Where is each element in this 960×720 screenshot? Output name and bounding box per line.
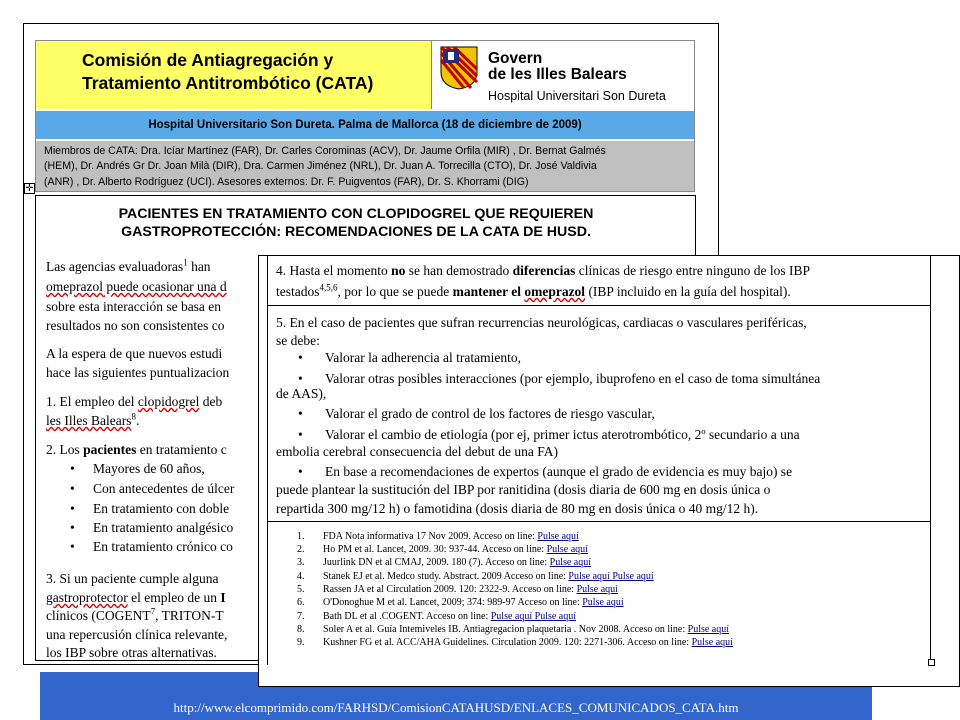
govern-logo-line2: de les Illes Balears [488,66,627,83]
hospital-name: Hospital Universitari Son Dureta [488,89,666,103]
item5-text: 5. En el caso de pacientes que sufran recurrencias neurológicas, cardiacas o vasculares periféricas, [276,315,807,330]
recommendation-bullet: de AAS), [276,386,327,401]
recommendations-title [36,205,676,241]
reference-item: Stanek EJ et al. Medco study. Abstract. 2009 Acceso on line: Pulse aquí Pulse aquí [323,571,654,582]
pulse-aqui-link[interactable]: Pulse aquí [490,611,535,622]
commission-title [36,41,432,109]
reference-item: Bath DL et al .COGENT. Acceso on line: Pulse aquí Pulse aquí [323,611,577,622]
paragraph-agencies: resultados no son consistentes co [46,318,225,333]
bullet-symbol: • [70,461,75,476]
pulse-aqui-link[interactable]: Pulse aquí [537,531,579,542]
overlay-row-divider [268,521,930,522]
recommendation-bullet: Valorar la adherencia al tratamiento, [325,350,522,365]
reference-item: Kushner FG et al. ACC/AHA Guidelines. Circulation 2009. 120: 2271-306. Acceso on line: Pulse aquí [323,637,733,648]
recommendation-bullet: embolia cerebral consecuencia del debut de una FA) [276,444,558,459]
reference-item: Soler A et al. Guía Intemiveles IB. Antiagregacion plaquetaria . Nov 2008. Acceso on line: Pulse aquí [323,624,730,635]
recommendation-bullet: repartida 300 mg/12 h) o famotidina (dosis diaria de 80 mg en dosis única o 40 mg/12 h). [276,501,759,516]
patient-criteria-item: En tratamiento crónico co [93,539,233,554]
reference-item: Rassen JA et al Circulation 2009. 120: 2322-9. Acceso on line: Pulse aquí [323,584,618,595]
pulse-aqui-link[interactable]: Pulse aquí [576,584,618,595]
bullet-symbol: • [70,539,75,554]
footer-url-link[interactable]: http://www.elcomprimido.com/FARHSD/ComisionCATAHUSD/ENLACES_COMUNICADOS_CATA.htm [173,700,739,715]
paragraph-gastroprotector: los IBP sobre otras alternativas. [46,645,217,660]
resize-handle-icon[interactable] [928,659,935,666]
reference-item: Ho PM et al. Lancet, 2009. 30: 937-44. Acceso on line: Pulse aquí [323,544,588,555]
item4-text: testados$^{4,5,6}$, por lo que se puede mantener el omeprazol (IBP incluido en la guía del hospital). [276,282,791,299]
pulse-aqui-link[interactable]: Pulse aquí [687,624,730,635]
pulse-aqui-link[interactable]: Pulse aquí [582,597,624,608]
recommendation-bullet: Valorar el cambio de etiología (por ej, primer ictus aterotrombótico, 2º secundario a una [325,427,800,442]
pulse-aqui-link[interactable]: Pulse aquí [546,544,588,555]
bullet-symbol: • [298,464,303,479]
balearic-shield-icon [440,46,478,90]
members-line: Miembros de CATA: Dra. Icíar Martínez (FAR), Dr. Carles Corominas (ACV), Dr. Jaume Orfila (MIR) , Dr. Bernat Galmés [44,145,606,157]
bullet-symbol: • [298,406,303,421]
paragraph-agencies: omeprazol puede ocasionar una d [46,279,227,294]
paragraph-clopidogrel: les Illes Balears$^8$. [46,411,140,428]
paragraph-awaiting: A la espera de que nuevos estudi [46,346,223,361]
recommendations-title-line1: PACIENTES EN TRATAMIENTO CON CLOPIDOGREL QUE REQUIEREN [118,206,594,222]
item5-text: se debe: [276,333,320,348]
bullet-symbol: • [298,350,303,365]
govern-logo-line1: Govern [488,50,543,67]
patient-criteria-item: Con antecedentes de úlcer [93,481,235,496]
reference-number: 6. [297,597,305,608]
members-line: (HEM), Dr. Andrés Gr Dr. Joan Milà (DIR), Dra. Carmen Jiménez (NRL), Dr. Juan A. Torrecilla (CTO), Dr. José Valdivia [44,160,597,173]
reference-number: 2. [297,544,305,555]
paragraph-agencies: sobre esta interacción se basa en [46,299,222,314]
patient-criteria-item: En tratamiento analgésico [93,520,234,535]
paragraph-gastroprotector: gastroprotector el empleo de un I [46,590,226,605]
recommendation-bullet: Valorar otras posibles interacciones (por ejemplo, ibuprofeno en el caso de toma simultánea [325,371,821,386]
paragraph-patients: 2. Los pacientes en tratamiento c [46,442,227,457]
overlay-row-divider [268,305,930,306]
patient-criteria-item: En tratamiento con doble [93,501,230,516]
members-line: (ANR) , Dr. Alberto Rodríguez (UCI). Asesores externos: Dr. F. Puigventos (FAR), Dr. S. Khorrami (DIG) [44,175,529,188]
pulse-aqui-link[interactable]: Pulse aquí [612,571,654,582]
reference-number: 7. [297,611,305,622]
item4-text: 4. Hasta el momento no se han demostrado diferencias clínicas de riesgo entre ninguno de los IBP [276,263,811,278]
pulse-aqui-link[interactable]: Pulse aquí [691,637,733,648]
bullet-symbol: • [70,501,75,516]
recommendation-bullet: Valorar el grado de control de los factores de riesgo vascular, [325,406,655,421]
commission-title-line1: Comisión de Antiagregación y [82,50,334,70]
reference-item: Juurlink DN et al CMAJ, 2009. 180 (7). Acceso on line: Pulse aquí [323,557,592,568]
paragraph-agencies: Las agencias evaluadoras$^1$ han [46,257,211,274]
reference-number: 3. [297,557,305,568]
bullet-symbol: • [298,371,303,386]
paragraph-clopidogrel: 1. El empleo del clopidogrel deb [46,394,223,409]
recommendation-bullet: En base a recomendaciones de expertos (aunque el grado de evidencia es muy bajo) se [325,464,793,479]
reference-number: 5. [297,584,305,595]
pulse-aqui-link[interactable]: Pulse aquí [549,557,592,568]
paragraph-awaiting: hace las siguientes puntualizacion [46,365,230,380]
reference-item: FDA Nota informativa 17 Nov 2009. Acceso on line: Pulse aquí [323,531,579,542]
bullet-symbol: • [70,520,75,535]
commission-title-line2: Tratamiento Antitrombótico (CATA) [82,73,374,93]
pulse-aqui-link[interactable]: Pulse aquí [534,611,577,622]
bullet-symbol: • [70,481,75,496]
reference-number: 8. [297,624,305,635]
table-move-handle-icon[interactable]: ✛ [25,183,34,194]
pulse-aqui-link[interactable]: Pulse aquí [568,571,613,582]
reference-number: 4. [297,571,305,582]
patient-criteria-item: Mayores de 60 años, [93,461,205,476]
paragraph-gastroprotector: clínicos (COGENT$^7$, TRITON-T [46,606,224,623]
reference-number: 9. [297,637,305,648]
paragraph-gastroprotector: 3. Si un paciente cumple alguna [46,571,219,586]
bullet-symbol: • [298,427,303,442]
paragraph-gastroprotector: una repercusión clínica relevante, [46,627,228,642]
recommendation-bullet: puede plantear la sustitución del IBP por ranitidina (dosis diaria de 600 mg en dosis única o [276,482,771,497]
hospital-date-bar: Hospital Universitario Son Dureta. Palma de Mallorca (18 de diciembre de 2009) [36,111,694,139]
reference-number: 1. [297,531,305,542]
recommendations-title-line2: GASTROPROTECCIÓN: RECOMENDACIONES DE LA CATA DE HUSD. [121,224,591,240]
committee-members [36,141,694,191]
reference-item: O'Donoghue M et al. Lancet, 2009; 374: 989-97 Acceso on line: Pulse aquí [323,597,624,608]
